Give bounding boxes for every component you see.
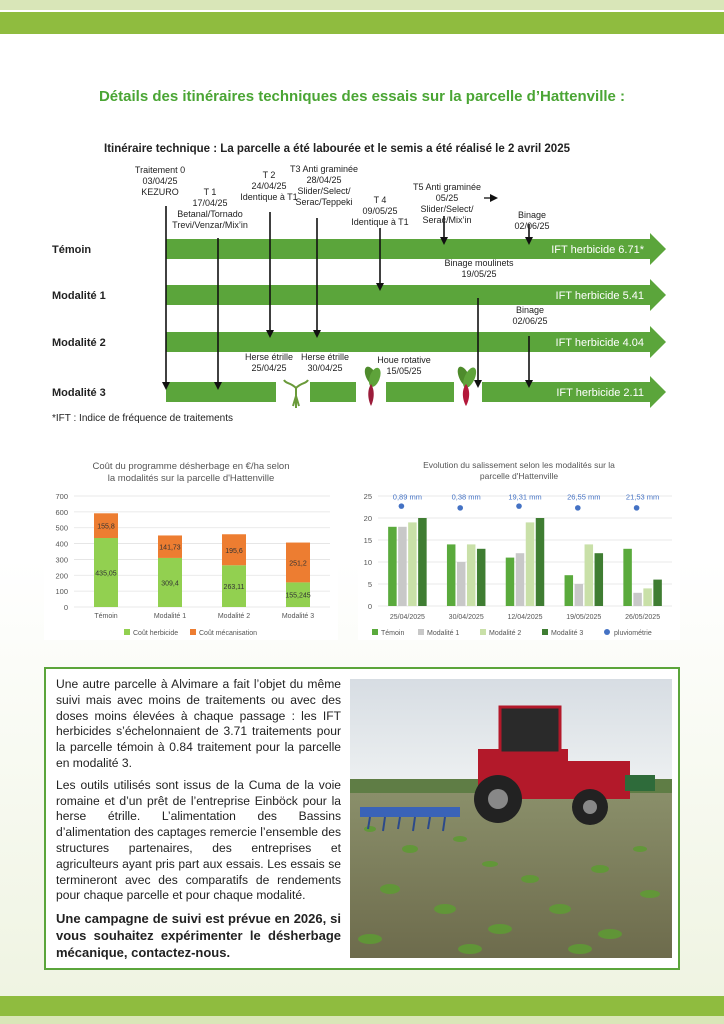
category-label: Modalité 2: [217, 613, 251, 620]
y-tick-label: 200: [55, 571, 68, 581]
row-label: Témoin: [52, 244, 92, 256]
ift-label: IFT herbicide 2.11: [556, 387, 644, 399]
legend-swatch: [190, 629, 196, 635]
ift-label: IFT herbicide 4.04: [555, 337, 644, 349]
legend-swatch: [542, 629, 548, 635]
article-paragraph-1: Une autre parcelle à Alvimare a fait l’objet du même suivi mais avec moins de traitements ou avec des doses moins élevées à chaque passage : les IFT herbicides s’échelonnaient de 3.71 traitements pour la parcelle témoin à 0.84 traitement pour la parcelle en modalité 3.: [56, 677, 341, 770]
bar-value-label: 155,8: [97, 523, 115, 531]
treatment-label: Binage: [517, 210, 547, 220]
pluvio-label: 0,89 mm: [392, 492, 422, 502]
category-label: Modalité 1: [153, 613, 187, 620]
treatment-label: Betanal/Tornado: [177, 209, 243, 219]
y-tick-label: 300: [55, 555, 68, 565]
mechanical-label: Houe rotative: [377, 355, 431, 365]
chart-title: parcelle d'Hattenville: [479, 471, 559, 481]
pluvio-label: 0,38 mm: [451, 492, 481, 502]
bar: [526, 522, 535, 606]
bar-value-label: 195,6: [225, 547, 243, 555]
treatment-label: T 2: [262, 170, 276, 180]
treatment-label: 24/04/25: [251, 181, 287, 191]
y-tick-label: 700: [55, 492, 68, 501]
treatment-label: Trevi/Venzar/Mix’in: [172, 220, 248, 230]
bar: [388, 527, 397, 606]
y-tick-label: 100: [55, 587, 68, 597]
y-tick-label: 25: [363, 492, 372, 501]
y-tick-label: 400: [55, 539, 68, 549]
tractor-photo: [350, 679, 672, 958]
bar: [477, 549, 486, 606]
chart-title: la modalités sur la parcelle d'Hattenville: [107, 473, 275, 484]
itinerary-panel: [44, 128, 680, 430]
mechanical-label: Binage moulinets: [444, 258, 514, 268]
legend-swatch: [604, 629, 610, 635]
treatment-label: Identique à T1: [240, 192, 298, 202]
bar: [398, 527, 407, 606]
pluvio-label: 21,53 mm: [625, 492, 660, 502]
weed-chart: [358, 453, 680, 640]
pluvio-point: [457, 505, 463, 511]
top-green-band: [0, 12, 724, 34]
mechanical-label: Herse étrille: [244, 352, 294, 362]
bar-value-label: 155,245: [285, 592, 311, 600]
chart-title: Coût du programme désherbage en €/ha selon: [92, 461, 290, 472]
category-label: Témoin: [94, 613, 118, 620]
legend-swatch: [418, 629, 424, 635]
row-label: Modalité 3: [52, 387, 106, 399]
bar-value-label: 263,11: [223, 584, 245, 592]
treatment-label: 02/06/25: [514, 221, 550, 231]
row-label: Modalité 1: [52, 290, 106, 302]
bar: [418, 518, 427, 606]
treatment-label: Serac/Mix’in: [422, 215, 472, 225]
category-label: Modalité 3: [281, 613, 315, 620]
legend-label: Coût herbicide: [133, 630, 179, 637]
ift-label: IFT herbicide 5.41: [555, 290, 644, 302]
row-label: Modalité 2: [52, 337, 106, 349]
pluvio-point: [516, 503, 522, 509]
bar: [623, 549, 632, 606]
bar: [565, 575, 574, 606]
weed-chart-panel: [358, 453, 680, 640]
y-tick-label: 20: [363, 514, 372, 523]
legend-swatch: [480, 629, 486, 635]
bar: [633, 593, 642, 606]
bar-value-label: 141,73: [159, 544, 181, 552]
legend-swatch: [124, 629, 130, 635]
pluvio-point: [634, 505, 640, 511]
y-tick-label: 600: [55, 507, 68, 517]
mechanical-label: 02/06/25: [512, 316, 548, 326]
bottom-band: [0, 1016, 724, 1024]
legend-swatch: [372, 629, 378, 635]
treatment-label: 03/04/25: [142, 176, 178, 186]
bar: [653, 580, 662, 606]
y-tick-label: 0: [367, 602, 372, 611]
y-tick-label: 500: [55, 523, 68, 533]
treatment-label: KEZURO: [141, 187, 179, 197]
legend-label: Modalité 3: [551, 630, 584, 637]
legend-label: pluviométrie: [614, 630, 652, 637]
mechanical-label: Binage: [515, 305, 545, 315]
pluvio-label: 26,55 mm: [567, 492, 601, 502]
bar: [585, 544, 594, 606]
bar-value-label: 435,05: [95, 570, 117, 578]
bar: [575, 584, 584, 606]
treatment-label: Traitement 0: [134, 165, 186, 175]
y-tick-label: 10: [363, 558, 372, 567]
legend-label: Modalité 1: [427, 630, 460, 637]
y-tick-label: 0: [63, 603, 68, 612]
legend-label: Modalité 2: [489, 630, 522, 637]
article-call-to-action: Une campagne de suivi est prévue en 2026, si vous souhaitez expérimenter le désherbage mécanique, contactez-nous.: [56, 911, 341, 961]
category-label: 19/05/2025: [566, 614, 602, 621]
bar-value-label: 309,4: [161, 580, 179, 588]
treatment-label: 09/05/25: [362, 206, 398, 216]
itinerary-diagram: [44, 128, 680, 430]
cost-chart: [44, 453, 338, 640]
category-label: 12/04/2025: [507, 614, 543, 621]
article-paragraph-2: Les outils utilisés sont issus de la Cuma de la voie romaine et d’un prêt de l’entreprise Einböck pour la herse étrille. L’alimentation des Bassins d’alimentation des captages remercie l’ensemble des structures partenaires, des entreprises et agriculteurs ayant pris part aux essais. Les essais se termineront avec des comparatifs de rendements pour chaque parcelle et pour chaque modalité.: [56, 777, 341, 903]
mechanical-label: 19/05/25: [461, 269, 497, 279]
treatment-label: T5 Anti graminée: [412, 182, 482, 192]
treatment-label: Slider/Select/: [297, 186, 351, 196]
bar: [447, 544, 456, 606]
ift-label: IFT herbicide 6.71*: [551, 244, 644, 256]
treatment-label: T3 Anti graminée: [289, 164, 359, 174]
cost-chart-panel: [44, 453, 338, 640]
treatment-label: 17/04/25: [192, 198, 228, 208]
mechanical-label: Herse étrille: [300, 352, 350, 362]
pluvio-point: [575, 505, 581, 511]
treatment-label: Serac/Teppeki: [295, 197, 353, 207]
bar: [536, 518, 545, 606]
mechanical-label: 25/04/25: [251, 363, 287, 373]
bar-value-label: 251,2: [289, 560, 307, 568]
bar: [467, 544, 476, 606]
pluvio-label: 19,31 mm: [508, 492, 542, 502]
mechanical-label: 15/05/25: [386, 366, 422, 376]
legend-label: Coût mécanisation: [199, 630, 257, 637]
bar: [408, 522, 417, 606]
y-tick-label: 15: [363, 536, 372, 545]
chart-title: Evolution du salissement selon les modalités sur la: [423, 460, 615, 470]
article-box: [44, 667, 680, 970]
bar: [457, 562, 466, 606]
legend-label: Témoin: [381, 630, 405, 637]
page-heading: Détails des itinéraires techniques des essais sur la parcelle d’Hattenville :: [98, 88, 626, 105]
category-label: 25/04/2025: [389, 614, 425, 621]
article-text: [56, 677, 341, 967]
itinerary-title: Itinéraire technique : La parcelle a été labourée et le semis a été réalisé le 2 avril 2025: [104, 143, 570, 155]
bar: [506, 558, 515, 606]
bar: [595, 553, 604, 606]
bottom-green-band: [0, 996, 724, 1016]
bar: [643, 588, 652, 606]
y-tick-label: 5: [367, 580, 372, 589]
bar: [516, 553, 525, 606]
top-band: [0, 0, 724, 10]
ift-footnote: *IFT : Indice de fréquence de traitements: [52, 413, 234, 424]
category-label: 30/04/2025: [448, 614, 484, 621]
treatment-label: 05/25: [435, 193, 459, 203]
treatment-label: 28/04/25: [306, 175, 342, 185]
mechanical-label: 30/04/25: [307, 363, 343, 373]
treatment-label: Identique à T1: [351, 217, 409, 227]
pluvio-point: [399, 503, 405, 509]
treatment-label: T 4: [373, 195, 387, 205]
treatment-label: Slider/Select/: [420, 204, 474, 214]
category-label: 26/05/2025: [625, 614, 661, 621]
treatment-label: T 1: [203, 187, 217, 197]
